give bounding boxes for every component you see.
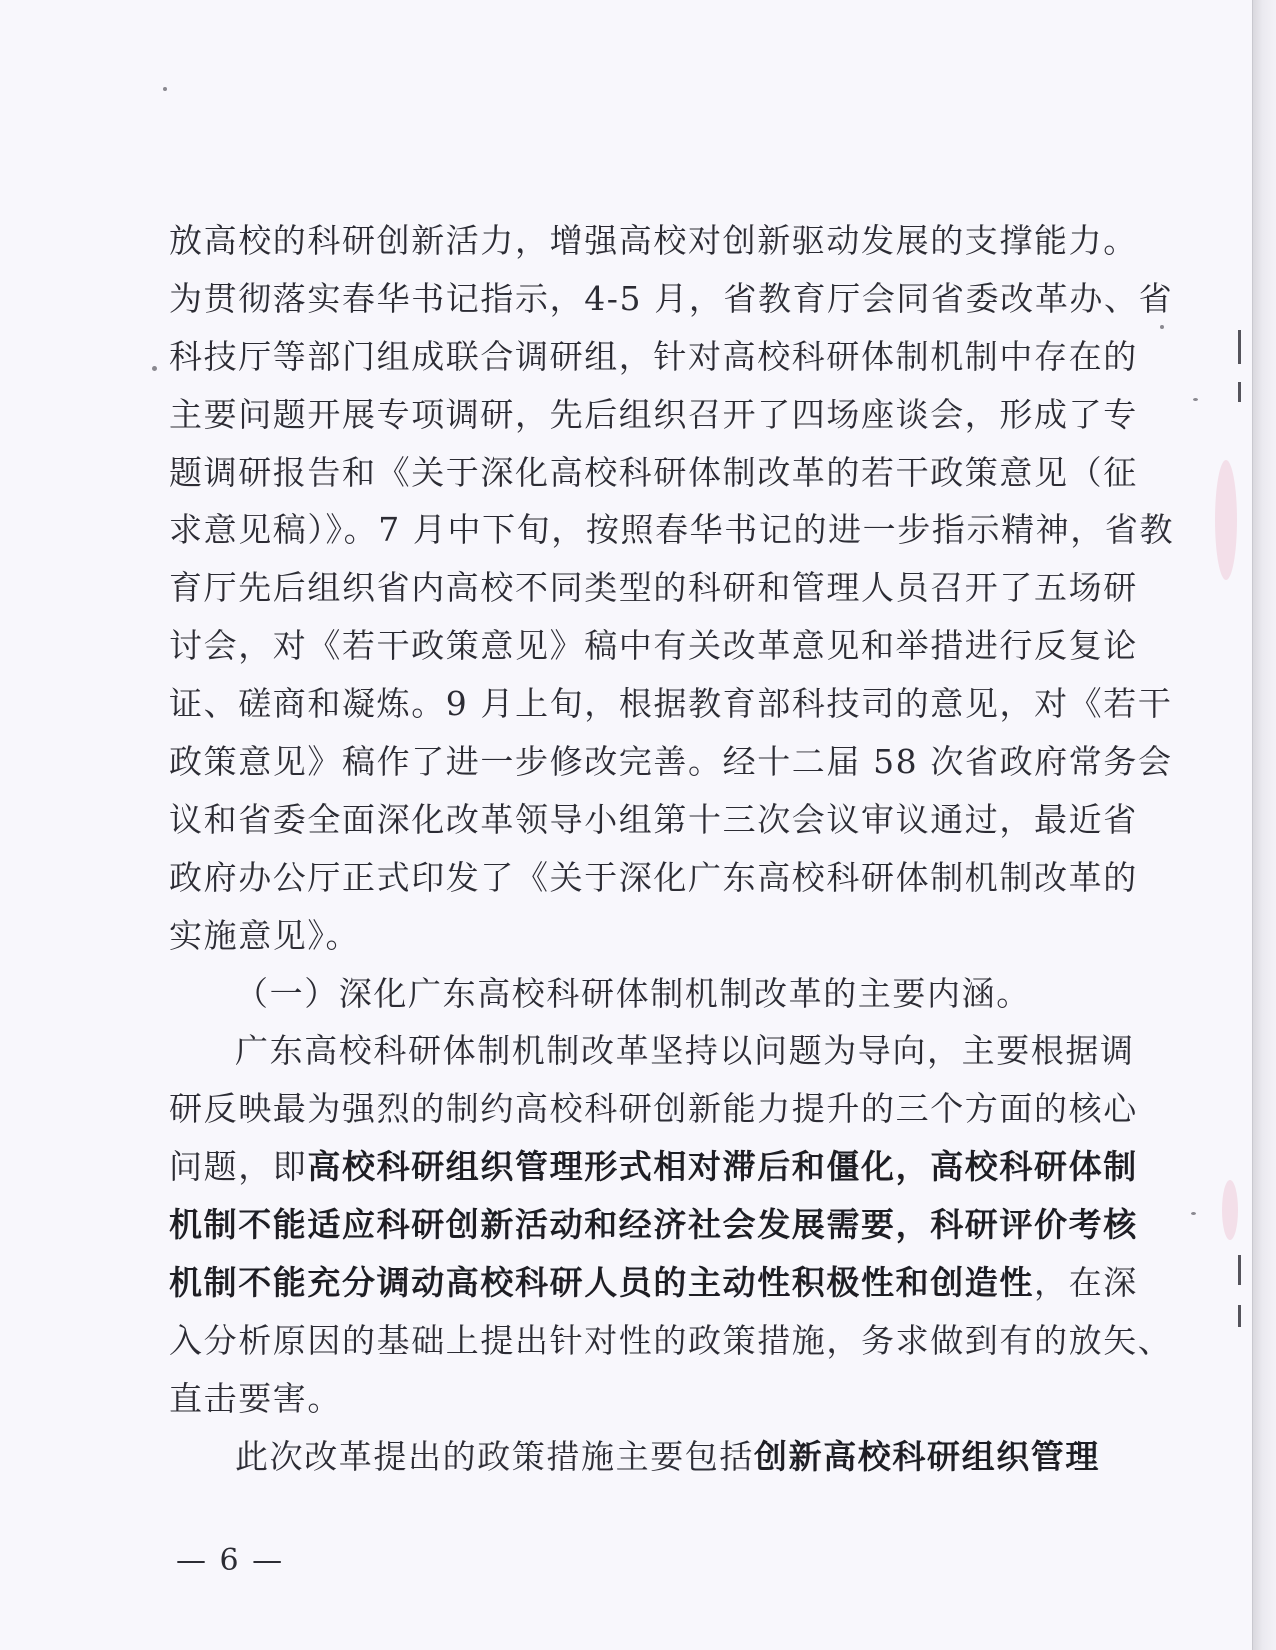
text-line: 实施意见》。 — [169, 915, 361, 955]
paper-speck — [1160, 325, 1164, 329]
page-edge-shadow — [1252, 0, 1276, 1650]
text-line: 广东高校科研体制机制改革坚持以问题为导向，主要根据调 — [235, 1031, 1135, 1071]
bold-text-span: 机制不能充分调动高校科研人员的主动性积极性和创造性 — [169, 1263, 1034, 1303]
text-span: ，在深 — [1034, 1263, 1138, 1303]
paper-speck — [152, 366, 157, 371]
text-span: 问题，即 — [169, 1147, 308, 1187]
body-text — [169, 212, 1175, 1486]
binding-mark — [1238, 1255, 1241, 1285]
paragraph-research-background — [169, 212, 1175, 965]
text-line: 研反映最为强烈的制约高校科研创新能力提升的三个方面的核心 — [169, 1089, 1138, 1129]
heading-main-connotation: （一）深化广东高校科研体制机制改革的主要内涵。 — [235, 973, 1031, 1013]
text-line: 政府办公厅正式印发了《关于深化广东高校科研体制机制改革的 — [169, 857, 1138, 897]
text-line — [169, 1254, 1138, 1312]
text-line: 放高校的科研创新活力，增强高校对创新驱动发展的支撑能力。 — [169, 221, 1138, 260]
text-line — [169, 1138, 1138, 1196]
section-heading — [169, 965, 1089, 1023]
text-line: 主要问题开展专项调研，先后组织召开了四场座谈会，形成了专 — [169, 394, 1138, 434]
text-line: 题调研报告和《关于深化高校科研体制改革的若干政策意见（征 — [169, 452, 1138, 492]
text-span: 此次改革提出的政策措施主要包括 — [235, 1436, 754, 1476]
text-line: 入分析原因的基础上提出针对性的政策措施，务求做到有的放矢、 — [169, 1320, 1173, 1360]
text-line: 育厅先后组织省内高校不同类型的科研和管理人员召开了五场研 — [169, 568, 1138, 608]
page-number: — 6 — — [176, 1543, 285, 1578]
paper-speck — [1193, 398, 1198, 401]
text-line: 证、磋商和凝炼。9 月上旬，根据教育部科技司的意见，对《若干 — [169, 684, 1173, 724]
bold-text-span: 创新高校科研组织管理 — [754, 1436, 1100, 1476]
binding-mark — [1238, 1305, 1241, 1327]
paper-stain — [1222, 1180, 1238, 1240]
text-line: 科技厅等部门组成联合调研组，针对高校科研体制机制中存在的 — [169, 336, 1138, 376]
text-line: 政策意见》稿作了进一步修改完善。经十二届 58 次省政府常务会 — [169, 742, 1173, 782]
binding-mark — [1238, 330, 1241, 364]
bold-text-span: 高校科研组织管理形式相对滞后和僵化，高校科研体制 — [307, 1147, 1138, 1187]
paragraph-reform-problems — [169, 1022, 1173, 1427]
paragraph-policy-measures — [169, 1428, 1100, 1486]
text-line: 直击要害。 — [169, 1378, 342, 1418]
text-line: 求意见稿）》。7 月中下旬，按照春华书记的进一步指示精神，省教 — [169, 510, 1175, 550]
paper-speck — [163, 87, 167, 91]
text-line: 议和省委全面深化改革领导小组第十三次会议审议通过，最近省 — [169, 799, 1138, 839]
text-line — [169, 1428, 1100, 1486]
bold-text-span: 机制不能适应科研创新活动和经济社会发展需要，科研评价考核 — [169, 1205, 1138, 1245]
paper-speck — [1191, 1212, 1196, 1215]
binding-mark — [1238, 382, 1241, 402]
text-line — [169, 1196, 1138, 1254]
text-line: 讨会，对《若干政策意见》稿中有关改革意见和举措进行反复论 — [169, 626, 1138, 666]
text-line: 为贯彻落实春华书记指示，4-5 月，省教育厅会同省委改革办、省 — [169, 278, 1174, 318]
paper-stain — [1215, 460, 1237, 580]
